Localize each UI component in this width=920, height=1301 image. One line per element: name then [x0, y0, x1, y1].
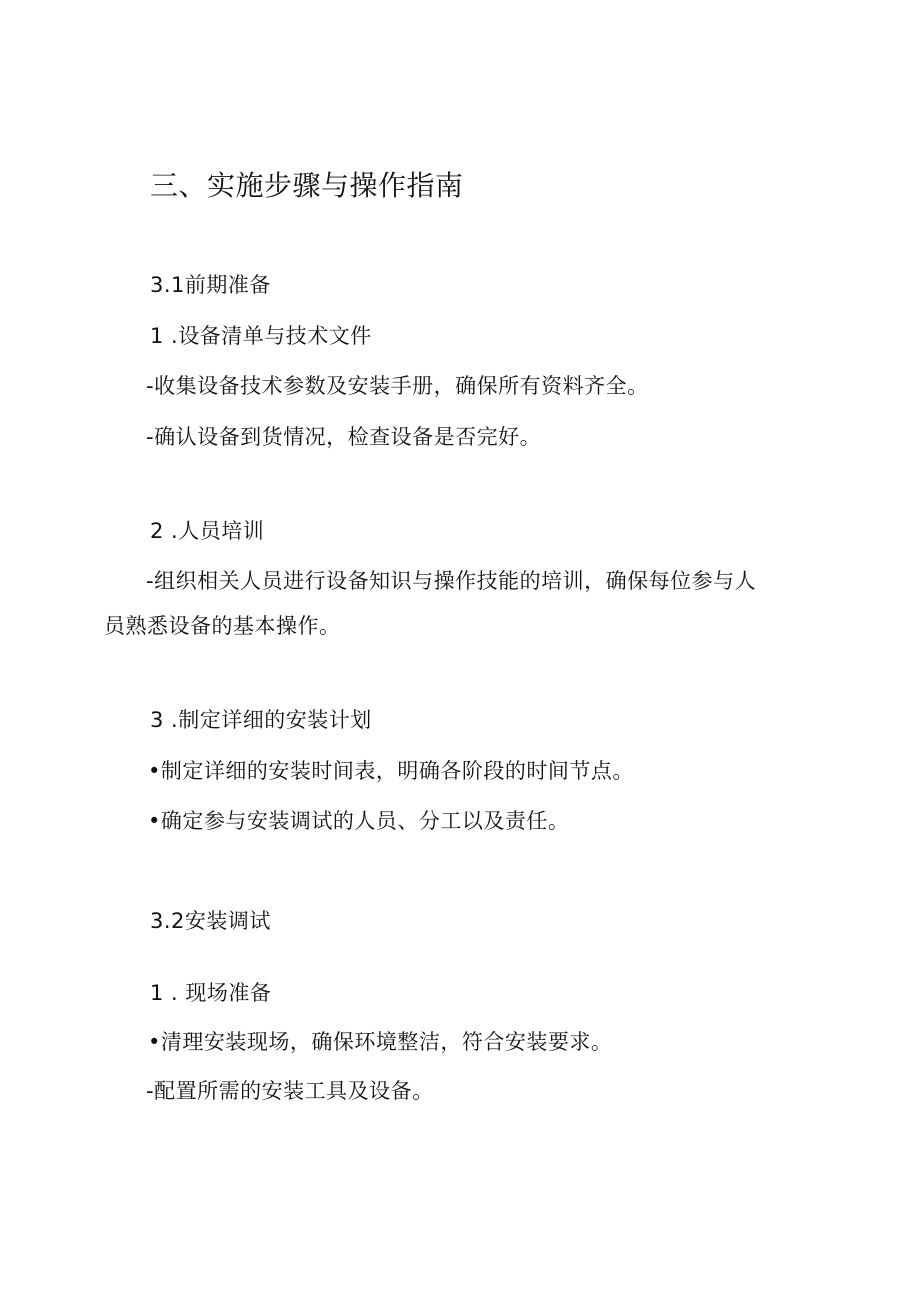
paragraph-line: 员熟悉设备的基本操作。 — [104, 614, 341, 638]
item-heading-site-prep: 1 . 现场准备 — [150, 981, 272, 1005]
item-heading-equipment-list: 1 .设备清单与技术文件 — [150, 324, 372, 348]
section-heading-3-2: 3.2安装调试 — [150, 909, 271, 933]
list-item: •确定参与安装调试的人员、分工以及责任。 — [148, 809, 570, 833]
list-item: •制定详细的安装时间表，明确各阶段的时间节点。 — [148, 759, 634, 783]
item-heading-training: 2 .人员培训 — [150, 519, 265, 543]
page-title: 三、实施步骤与操作指南 — [150, 169, 464, 202]
paragraph-line: -组织相关人员进行设备知识与操作技能的培训，确保每位参与人 — [146, 569, 757, 593]
list-item: •清理安装现场，确保环境整洁，符合安装要求。 — [148, 1030, 613, 1054]
item-heading-install-plan: 3 .制定详细的安装计划 — [150, 708, 372, 732]
section-heading-3-1: 3.1前期准备 — [150, 273, 271, 297]
paragraph-line: -配置所需的安装工具及设备。 — [146, 1079, 434, 1103]
paragraph-line: -确认设备到货情况，检查设备是否完好。 — [146, 425, 542, 449]
paragraph-line: -收集设备技术参数及安装手册，确保所有资料齐全。 — [146, 374, 649, 398]
